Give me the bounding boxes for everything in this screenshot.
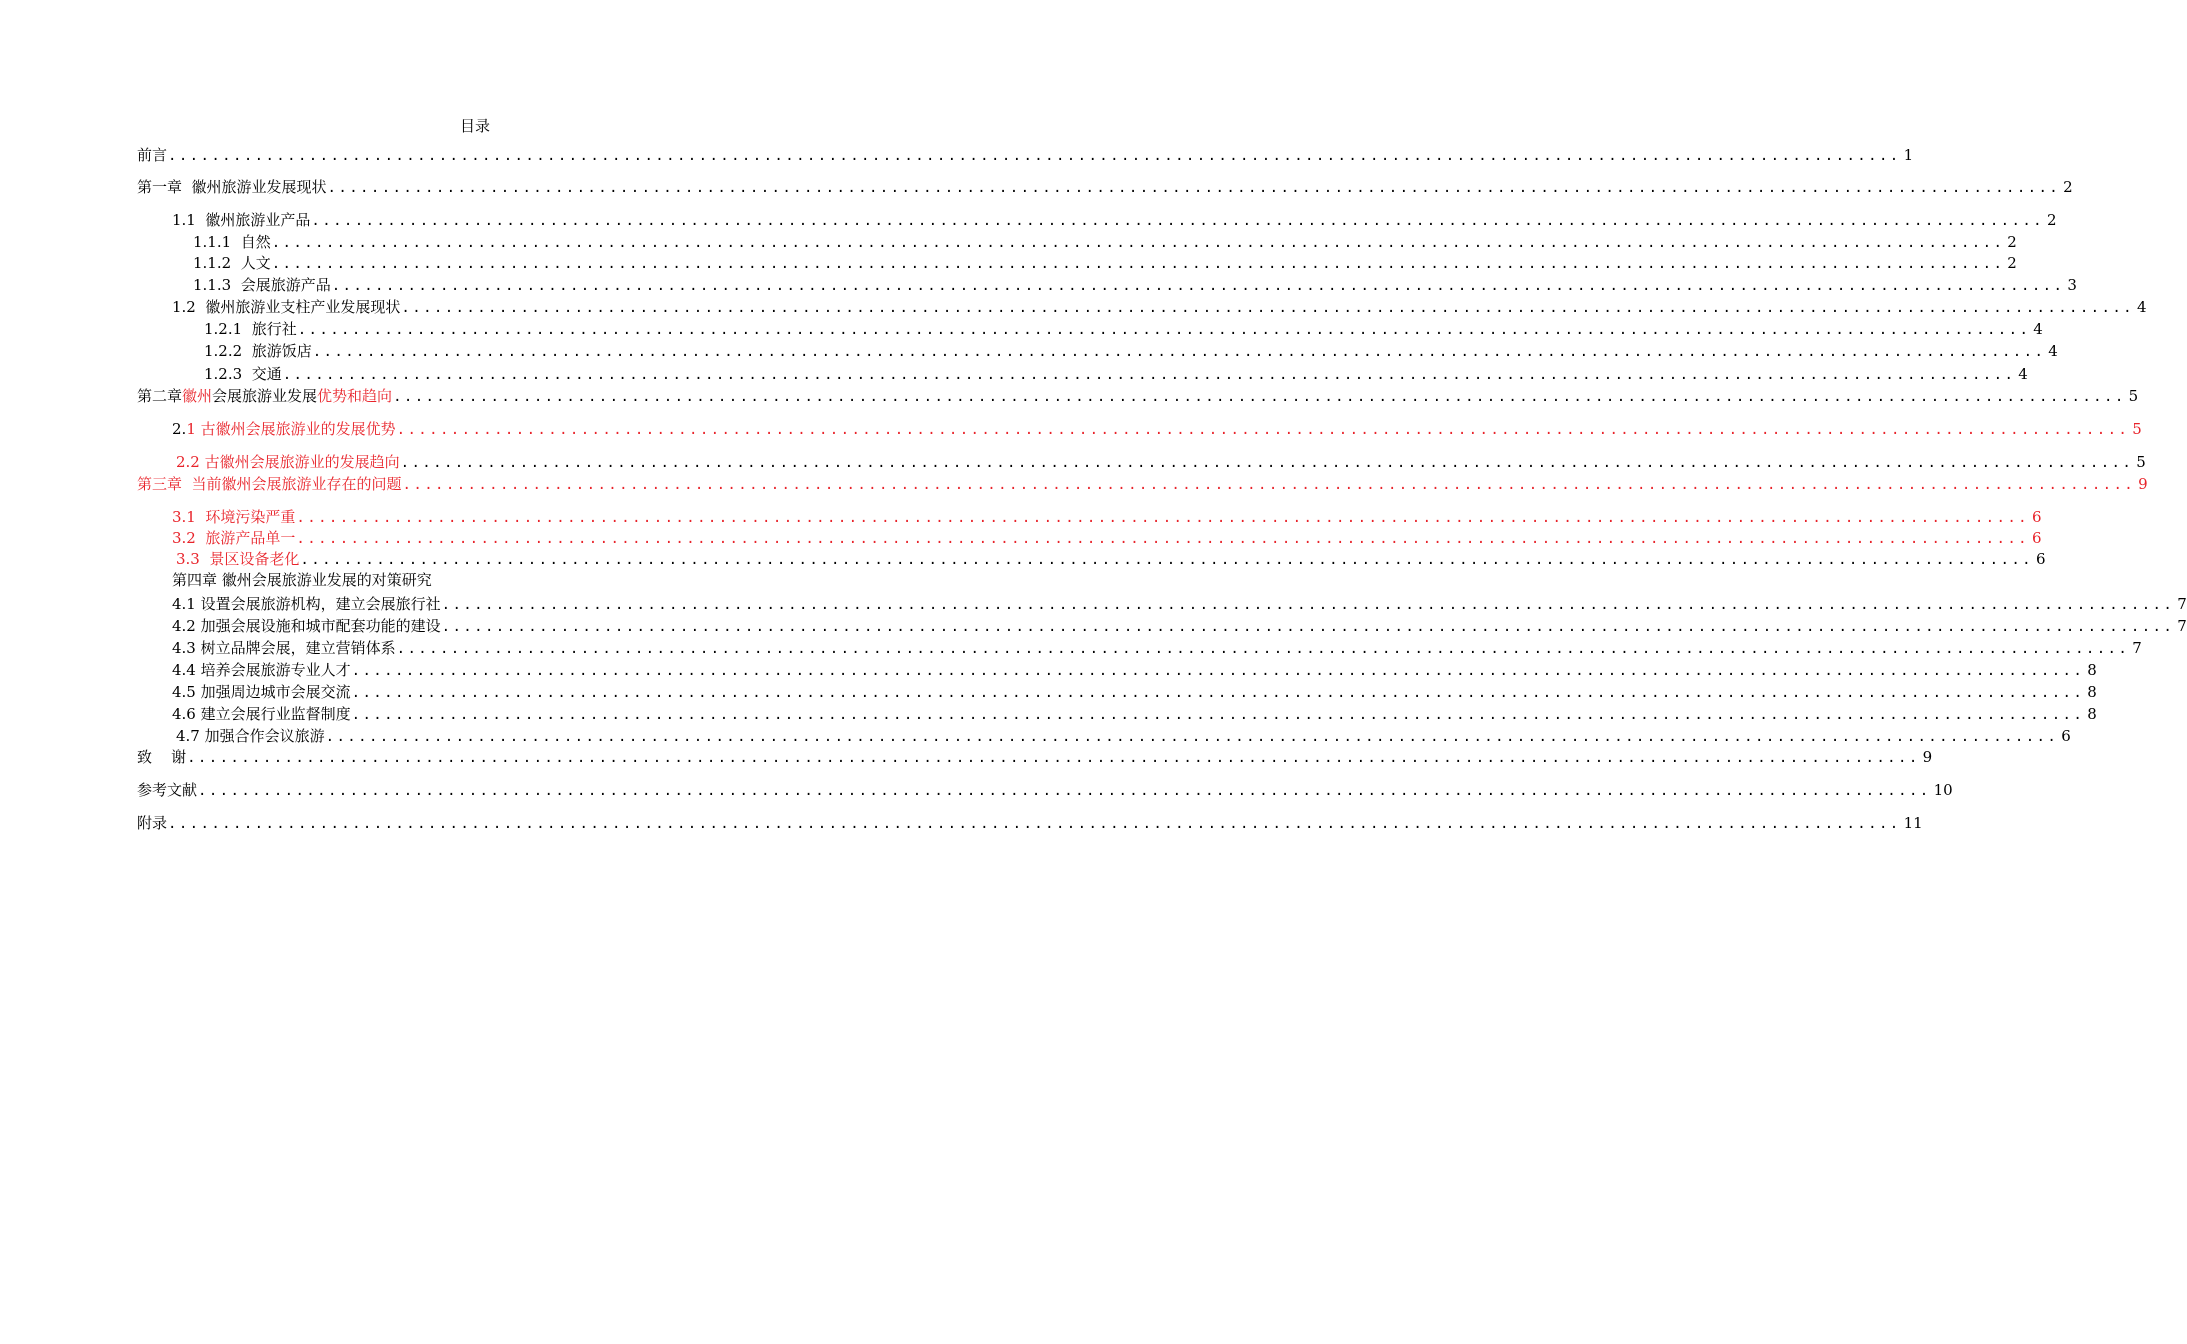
toc-entry-section-2-1[interactable] [172, 419, 2142, 440]
toc-leader: ................................................................................................................................................................ [441, 597, 2175, 613]
toc-entry-label: 4.6 建立会展行业监督制度 [172, 705, 351, 723]
toc-leader: ................................................................................................................................................................ [300, 552, 2033, 568]
toc-page-number: 4 [2018, 365, 2028, 383]
toc-leader: ................................................................................................................................................................ [396, 422, 2130, 438]
toc-entry-label: 第一章 徽州旅游业发展现状 [137, 178, 327, 196]
toc-page-number: 9 [1922, 748, 1933, 766]
toc-entry-preface[interactable] [137, 145, 1914, 166]
toc-entry-label: 4.1 设置会展旅游机构，建立会展旅行社 [172, 595, 441, 613]
toc-entry-label: 3.2 旅游产品单一 [172, 529, 296, 547]
toc-label-part: 第二章 [137, 387, 183, 405]
toc-entry-label: 4.7 加强合作会议旅游 [176, 727, 325, 745]
toc-label-part-highlight: 优势和趋向 [317, 387, 393, 405]
toc-entry-section-1-2[interactable] [172, 297, 2147, 318]
toc-page-number: 5 [2136, 453, 2146, 471]
toc-leader: ................................................................................................................................................................ [187, 750, 1920, 766]
toc-leader: ................................................................................................................................................................ [351, 707, 2085, 723]
toc-page-number: 2 [2007, 233, 2017, 251]
toc-entry-label: 4.4 培养会展旅游专业人才 [172, 661, 351, 679]
toc-leader: ................................................................................................................................................................ [327, 180, 2061, 196]
toc-entry-label: 1.1.2 人文 [193, 254, 271, 272]
toc-entry-section-4-7[interactable] [176, 726, 2071, 747]
toc-entry-label: 1.2.2 旅游饭店 [204, 342, 312, 360]
toc-entry-label: 1.1.1 自然 [193, 233, 271, 251]
toc-entry-section-4-5[interactable] [172, 682, 2097, 703]
toc-page-number: 4 [2033, 320, 2043, 338]
toc-entry-label: 1.1 徽州旅游业产品 [172, 211, 311, 229]
toc-leader: ................................................................................................................................................................ [401, 300, 2134, 316]
toc-entry-label: 第三章 当前徽州会展旅游业存在的问题 [137, 475, 402, 493]
toc-entry-section-4-4[interactable] [172, 660, 2097, 681]
toc-entry-section-1-2-3[interactable] [204, 364, 2028, 385]
toc-leader: ................................................................................................................................................................ [331, 278, 2065, 294]
toc-page-number: 1 [1903, 146, 1914, 164]
toc-page-number: 6 [2061, 727, 2071, 745]
toc-page-number: 4 [2048, 342, 2058, 360]
toc-page-number: 10 [1933, 781, 1953, 799]
toc-leader: ................................................................................................................................................................ [271, 256, 2005, 272]
toc-page-number: 9 [2138, 475, 2148, 493]
toc-entry-section-4-3[interactable] [172, 638, 2142, 659]
toc-entry-label: 附录 [137, 814, 168, 832]
toc-leader: ................................................................................................................................................................ [297, 322, 2031, 338]
toc-entry-label: 1.1.3 会展旅游产品 [193, 276, 331, 294]
toc-leader: ................................................................................................................................................................ [396, 641, 2130, 657]
toc-entry-label [137, 386, 392, 406]
toc-page-number: 5 [2128, 387, 2139, 405]
toc-entry-section-4-6[interactable] [172, 704, 2097, 725]
toc-page-number: 6 [2036, 550, 2046, 568]
toc-leader: ................................................................................................................................................................ [312, 344, 2046, 360]
toc-entry-section-4-2[interactable] [172, 616, 2187, 637]
toc-entry-section-3-3[interactable] [176, 549, 2046, 570]
toc-leader: ................................................................................................................................................................ [168, 148, 1901, 164]
toc-page-number: 3 [2067, 276, 2077, 294]
toc-entry-chapter-3[interactable] [137, 474, 2148, 495]
toc-entry-chapter-1[interactable] [137, 177, 2073, 198]
toc-entry-section-1-1[interactable] [172, 210, 2057, 231]
toc-title: 目录 [459, 117, 490, 135]
toc-entry-section-4-1[interactable] [172, 594, 2187, 615]
toc-entry-label: 前言 [137, 146, 168, 164]
toc-label-part-highlight: 1 古徽州会展旅游业的发展优势 [186, 420, 396, 438]
toc-page-number: 6 [2032, 508, 2042, 526]
toc-entry-section-3-1[interactable] [172, 507, 2042, 528]
toc-entry-section-1-1-2[interactable] [193, 253, 2017, 274]
toc-entry-section-1-1-1[interactable] [193, 232, 2017, 253]
toc-leader: ................................................................................................................................................................ [351, 685, 2085, 701]
toc-leader: ................................................................................................................................................................ [400, 455, 2134, 471]
toc-leader: ................................................................................................................................................................ [168, 816, 1901, 832]
toc-entry-label: 1.2.3 交通 [204, 365, 282, 383]
toc-entry-section-1-2-2[interactable] [204, 341, 2058, 362]
toc-entry-label: 1.2 徽州旅游业支柱产业发展现状 [172, 298, 401, 316]
toc-page-number: 6 [2032, 529, 2042, 547]
toc-leader: ................................................................................................................................................................ [282, 367, 2016, 383]
toc-entry-acknowledgements[interactable] [137, 747, 1933, 768]
toc-page-number: 4 [2137, 298, 2147, 316]
toc-page-number: 8 [2087, 683, 2097, 701]
toc-entry-appendix[interactable] [137, 813, 1923, 834]
toc-entry-label [172, 419, 396, 439]
toc-leader: ................................................................................................................................................................ [441, 619, 2175, 635]
toc-leader: ................................................................................................................................................................ [351, 663, 2085, 679]
toc-page-number: 7 [2132, 639, 2142, 657]
toc-label-part-highlight: 徽州 [182, 387, 213, 405]
toc-page-number: 11 [1903, 814, 1923, 832]
toc-entry-label: 4.5 加强周边城市会展交流 [172, 683, 351, 701]
toc-leader: ................................................................................................................................................................ [271, 235, 2005, 251]
toc-page-number: 2 [2063, 178, 2073, 196]
toc-leader: ................................................................................................................................................................ [311, 213, 2044, 229]
toc-entry-label: 1.2.1 旅行社 [204, 320, 297, 338]
toc-entry-label: 4.3 树立品牌会展，建立营销体系 [172, 639, 396, 657]
toc-leader: ................................................................................................................................................................ [402, 477, 2136, 493]
toc-leader: ................................................................................................................................................................ [198, 783, 1931, 799]
toc-entry-references[interactable] [137, 780, 1953, 801]
toc-entry-label: 3.3 景区设备老化 [176, 550, 300, 568]
toc-label-part: 会展旅游业发展 [212, 387, 318, 405]
toc-entry-chapter-2[interactable] [137, 386, 2139, 407]
toc-entry-label: 2.2 古徽州会展旅游业的发展趋向 [176, 453, 400, 471]
toc-entry-chapter-4[interactable]: 第四章 徽州会展旅游业发展的对策研究 [172, 571, 432, 589]
toc-entry-section-3-2[interactable] [172, 528, 2042, 549]
toc-entry-label: 4.2 加强会展设施和城市配套功能的建设 [172, 617, 441, 635]
toc-page-number: 8 [2087, 705, 2097, 723]
toc-label-part: 2. [172, 420, 187, 438]
toc-page-number: 7 [2177, 595, 2187, 613]
toc-page-number: 5 [2132, 420, 2142, 438]
toc-page-number: 7 [2177, 617, 2187, 635]
toc-page-number: 2 [2047, 211, 2057, 229]
toc-leader: ................................................................................................................................................................ [325, 729, 2059, 745]
toc-entry-label: 致 谢 [137, 748, 187, 766]
toc-leader: ................................................................................................................................................................ [296, 531, 2029, 547]
toc-leader: ................................................................................................................................................................ [296, 510, 2029, 526]
toc-page-number: 2 [2007, 254, 2017, 272]
toc-entry-label: 3.1 环境污染严重 [172, 508, 296, 526]
toc-entry-label: 参考文献 [137, 781, 198, 799]
toc-leader: ................................................................................................................................................................ [393, 389, 2126, 405]
toc-entry-section-1-2-1[interactable] [204, 319, 2043, 340]
toc-entry-section-1-1-3[interactable] [193, 275, 2077, 296]
toc-page-number: 8 [2087, 661, 2097, 679]
toc-entry-section-2-2[interactable] [176, 452, 2146, 473]
